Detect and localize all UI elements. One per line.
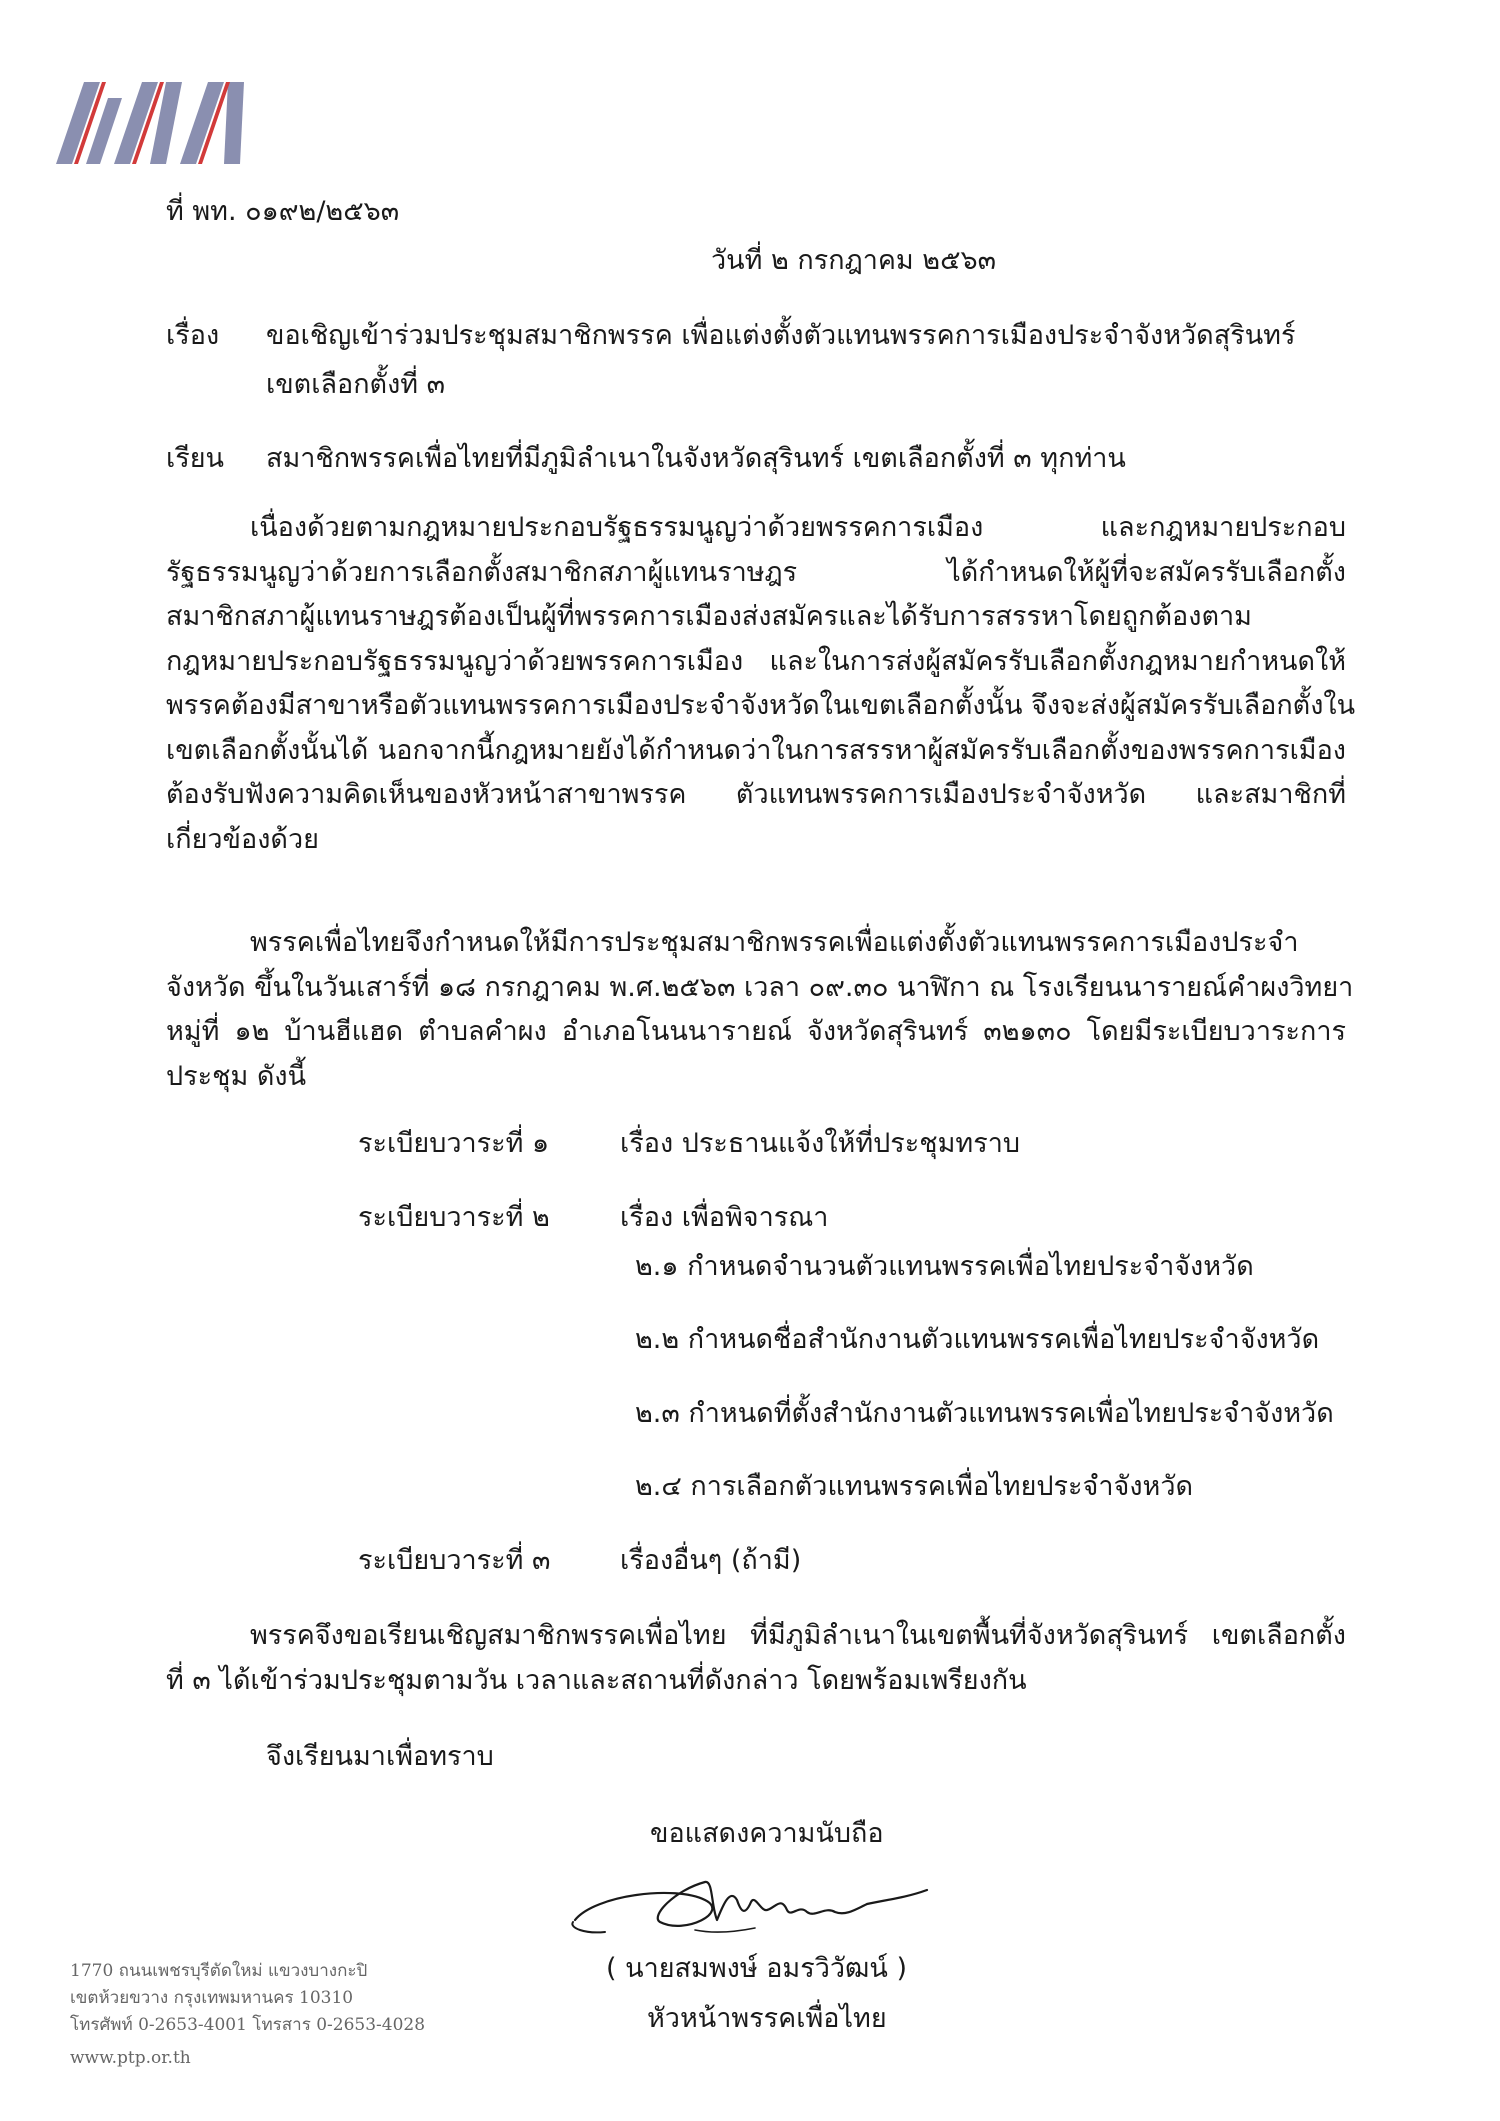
closing-text: จึงเรียนมาเพื่อทราบ — [266, 1741, 494, 1772]
paragraph-line: สมาชิกสภาผู้แทนราษฎรต้องเป็นผู้ที่พรรคการเมืองส่งสมัครและได้รับการสรรหาโดยถูกต้องตาม — [166, 601, 1252, 632]
paragraph-line: ต้องรับฟังความคิดเห็นของหัวหน้าสาขาพรรค ตัวแทนพรรคการเมืองประจำจังหวัด และสมาชิกที่ — [166, 779, 1346, 810]
paragraph-line: เนื่องด้วยตามกฎหมายประกอบรัฐธรรมนูญว่าด้วยพรรคการเมือง และกฎหมายประกอบ — [250, 512, 1346, 543]
agenda-2-sub-item: ๒.๔ การเลือกตัวแทนพรรคเพื่อไทยประจำจังหวัด — [635, 1471, 1194, 1502]
signatory-title: หัวหน้าพรรคเพื่อไทย — [647, 2003, 887, 2034]
paragraph-line: เขตเลือกตั้งนั้นได้ นอกจากนี้กฎหมายยังได้กำหนดว่าในการสรรหาผู้สมัครรับเลือกตั้งของพรรคการเมือง — [166, 734, 1346, 766]
subject-line-2: เขตเลือกตั้งที่ ๓ — [266, 369, 446, 400]
recipient-text: สมาชิกพรรคเพื่อไทยที่มีภูมิลำเนาในจังหวัดสุรินทร์ เขตเลือกตั้งที่ ๓ ทุกท่าน — [266, 443, 1126, 474]
subject-label: เรื่อง — [166, 320, 220, 351]
agenda-3-label: ระเบียบวาระที่ ๓ — [358, 1545, 551, 1576]
paragraph-line: เกี่ยวข้องด้วย — [166, 823, 319, 855]
paragraph-line: หมู่ที่ ๑๒ บ้านฮีแฮด ตำบลคำผง อำเภอโนนนารายณ์ จังหวัดสุรินทร์ ๓๒๑๓๐ โดยมีระเบียบวาระการ — [166, 1016, 1346, 1047]
reference-number: ที่ พท. ๐๑๙๒/๒๕๖๓ — [166, 196, 400, 227]
agenda-2-text: เรื่อง เพื่อพิจารณา — [620, 1202, 829, 1233]
footer-phone: โทรศัพท์ 0-2653-4001 โทรสาร 0-2653-4028 — [70, 2015, 426, 2035]
paragraph-line: พรรคต้องมีสาขาหรือตัวแทนพรรคการเมืองประจำจังหวัดในเขตเลือกตั้งนั้น จึงจะส่งผู้สมัครรับเลือกตั้งใน — [166, 690, 1356, 721]
agenda-1-text: เรื่อง ประธานแจ้งให้ที่ประชุมทราบ — [620, 1128, 1021, 1159]
paragraph-line: กฎหมายประกอบรัฐธรรมนูญว่าด้วยพรรคการเมือง และในการส่งผู้สมัครรับเลือกตั้งกฎหมายกำหนดให้ — [166, 645, 1346, 677]
body-paragraph-1 — [166, 506, 1356, 862]
paragraph-line: พรรคจึงขอเรียนเชิญสมาชิกพรรคเพื่อไทย ที่มีภูมิลำเนาในเขตพื้นที่จังหวัดสุรินทร์ เขตเลือกตั้ง — [250, 1620, 1346, 1651]
footer-address — [70, 1958, 425, 2072]
footer-address-line-2: เขตห้วยขวาง กรุงเทพมหานคร 10310 — [70, 1988, 354, 2008]
paragraph-line: พรรคเพื่อไทยจึงกำหนดให้มีการประชุมสมาชิกพรรคเพื่อแต่งตั้งตัวแทนพรรคการเมืองประจำ — [250, 927, 1299, 958]
body-paragraph-2 — [166, 921, 1354, 1099]
recipient-label: เรียน — [166, 443, 225, 474]
agenda-3-text: เรื่องอื่นๆ (ถ้ามี) — [620, 1545, 802, 1576]
body-paragraph-3 — [166, 1614, 1346, 1703]
subject-line-1: ขอเชิญเข้าร่วมประชุมสมาชิกพรรค เพื่อแต่งตั้งตัวแทนพรรคการเมืองประจำจังหวัดสุรินทร์ — [266, 320, 1296, 351]
paragraph-line: รัฐธรรมนูญว่าด้วยการเลือกตั้งสมาชิกสภาผู้แทนราษฎร ได้กำหนดให้ผู้ที่จะสมัครรับเลือกตั้ง — [166, 556, 1346, 588]
agenda-2-sub-item: ๒.๒ กำหนดชื่อสำนักงานตัวแทนพรรคเพื่อไทยประจำจังหวัด — [635, 1324, 1320, 1355]
agenda-1-label: ระเบียบวาระที่ ๑ — [358, 1128, 550, 1159]
paragraph-line: จังหวัด ขึ้นในวันเสาร์ที่ ๑๘ กรกฎาคม พ.ศ.๒๕๖๓ เวลา ๐๙.๓๐ นาฬิกา ณ โรงเรียนนารายณ์คำผงวิทยา — [166, 971, 1354, 1003]
agenda-2-label: ระเบียบวาระที่ ๒ — [358, 1202, 550, 1233]
agenda-2-sub-item: ๒.๑ กำหนดจำนวนตัวแทนพรรคเพื่อไทยประจำจังหวัด — [635, 1251, 1254, 1282]
paragraph-line: ที่ ๓ ได้เข้าร่วมประชุมตามวัน เวลาและสถานที่ดังกล่าว โดยพร้อมเพรียงกัน — [166, 1664, 1027, 1696]
letter-date: วันที่ ๒ กรกฎาคม ๒๕๖๓ — [711, 245, 997, 276]
regards-text: ขอแสดงความนับถือ — [650, 1818, 884, 1849]
signatory-name: ( นายสมพงษ์ อมรวิวัฒน์ ) — [606, 1953, 907, 1984]
paragraph-line: ประชุม ดังนี้ — [166, 1060, 307, 1092]
party-logo — [56, 78, 256, 166]
footer-address-line-1: 1770 ถนนเพชรบุรีตัดใหม่ แขวงบางกะปิ — [70, 1961, 368, 1981]
footer-website: www.ptp.or.th — [70, 2048, 191, 2068]
agenda-2-sub-item: ๒.๓ กำหนดที่ตั้งสำนักงานตัวแทนพรรคเพื่อไทยประจำจังหวัด — [635, 1398, 1334, 1429]
